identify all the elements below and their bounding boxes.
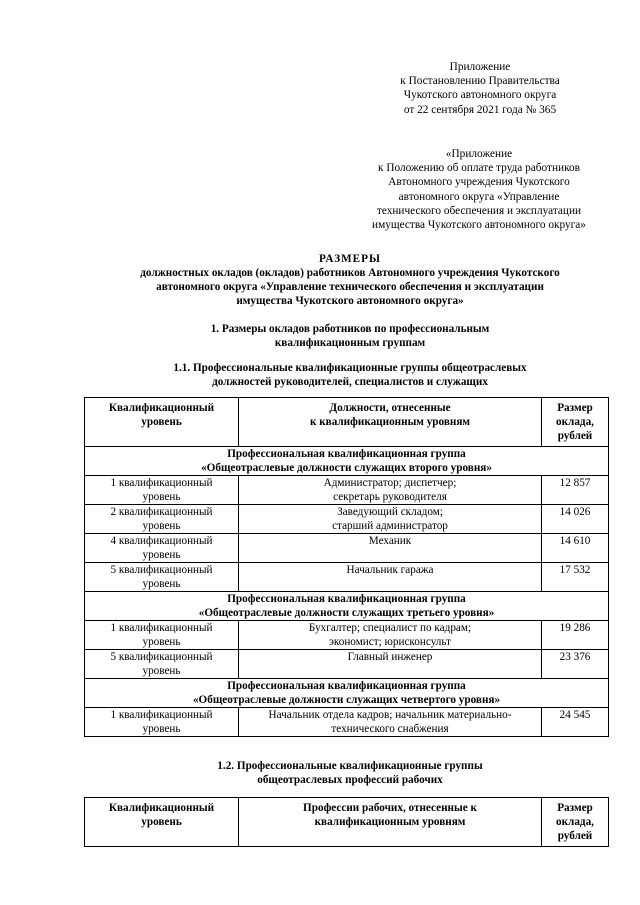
appendix-line: имущества Чукотского автономного округа»: [372, 219, 586, 232]
cell-level: 4 квалификационный уровень: [85, 534, 239, 563]
table-row: [85, 621, 609, 650]
header-positions: Должности, отнесенные к квалификационным уровням: [239, 398, 542, 447]
table-row: [85, 708, 609, 737]
cell-salary: 24 545: [542, 708, 609, 737]
cell-level: 1 квалификационный уровень: [85, 708, 239, 737]
appendix-line: Автономного учреждения Чукотского: [388, 176, 570, 189]
header-level: Квалификационный уровень: [85, 398, 239, 447]
cell-level: 1 квалификационный уровень: [85, 621, 239, 650]
table-row: [85, 505, 609, 534]
table-row: [85, 476, 609, 505]
appendix-line: к Постановлению Правительства: [400, 75, 560, 88]
group-title: Профессиональная квалификационная группа «Общеотраслевые должности служащих четвертого уровня»: [85, 679, 609, 708]
appendix-line: технического обеспечения и эксплуатации: [376, 204, 582, 217]
subtitle-line: имущества Чукотского автономного округа»: [236, 295, 464, 308]
subtitle-line: должностных окладов (окладов) работников Автономного учреждения Чукотского: [140, 267, 560, 279]
subtitle-line: автономного округа «Управление технического обеспечения и эксплуатации: [156, 281, 544, 294]
salary-table-workers: [84, 797, 609, 847]
appendix-line: Чукотского автономного округа: [403, 89, 557, 102]
appendix-line: автономного округа «Управление: [398, 190, 560, 203]
document-subtitle: [60, 266, 640, 309]
cell-positions: Начальник отдела кадров; начальник материально- технического снабжения: [239, 708, 542, 737]
cell-positions: Начальник гаража: [239, 563, 542, 592]
group-title: Профессиональная квалификационная группа «Общеотраслевые должности служащих второго уровня»: [85, 447, 609, 476]
heading-line: 1. Размеры окладов работников по профессиональным: [210, 323, 490, 335]
heading-line: 1.2. Профессиональные квалификационные группы: [217, 760, 483, 772]
table-header-row: [85, 798, 609, 847]
cell-level: 2 квалификационный уровень: [85, 505, 239, 534]
cell-level: 5 квалификационный уровень: [85, 563, 239, 592]
cell-positions: Главный инженер: [239, 650, 542, 679]
heading-line: квалификационным группам: [274, 337, 426, 350]
cell-salary: 19 286: [542, 621, 609, 650]
heading-line: должностей руководителей, специалистов и служащих: [212, 376, 488, 389]
table-row: [85, 534, 609, 563]
appendix-line: к Положению об оплате труда работников: [378, 162, 580, 175]
cell-salary: 14 026: [542, 505, 609, 534]
group-row: [85, 447, 609, 476]
section-1-heading: [60, 322, 640, 350]
table-row: [85, 563, 609, 592]
section-1-1-heading: [60, 361, 640, 389]
table-row: [85, 650, 609, 679]
group-row: [85, 679, 609, 708]
heading-line: общеотраслевых профессий рабочих: [257, 774, 443, 787]
cell-positions: Заведующий складом; старший администратор: [239, 505, 542, 534]
header-level: Квалификационный уровень: [85, 798, 239, 847]
cell-salary: 12 857: [542, 476, 609, 505]
header-salary: Размер оклада, рублей: [542, 398, 609, 447]
appendix-line: Приложение: [449, 61, 511, 73]
group-title: Профессиональная квалификационная группа «Общеотраслевые должности служащих третьего уровня»: [85, 592, 609, 621]
appendix-line: «Приложение: [445, 148, 513, 160]
header-professions: Профессии рабочих, отнесенные к квалификационным уровням: [239, 798, 542, 847]
cell-salary: 14 610: [542, 534, 609, 563]
cell-level: 1 квалификационный уровень: [85, 476, 239, 505]
document-title: РАЗМЕРЫ: [319, 253, 381, 265]
salary-table-positions: [84, 397, 609, 737]
appendix-line: от 22 сентября 2021 года № 365: [403, 103, 557, 116]
cell-salary: 23 376: [542, 650, 609, 679]
cell-positions: Бухгалтер; специалист по кадрам; экономист; юрисконсульт: [239, 621, 542, 650]
group-row: [85, 592, 609, 621]
cell-positions: Администратор; диспетчер; секретарь руководителя: [239, 476, 542, 505]
header-salary: Размер оклада, рублей: [542, 798, 609, 847]
section-1-2-heading: [60, 759, 640, 787]
heading-line: 1.1. Профессиональные квалификационные группы общеотраслевых: [173, 362, 527, 374]
appendix-header-regulation: [340, 147, 618, 232]
appendix-header-decree: [350, 60, 610, 117]
cell-salary: 17 532: [542, 563, 609, 592]
cell-positions: Механик: [239, 534, 542, 563]
cell-level: 5 квалификационный уровень: [85, 650, 239, 679]
table-header-row: [85, 398, 609, 447]
